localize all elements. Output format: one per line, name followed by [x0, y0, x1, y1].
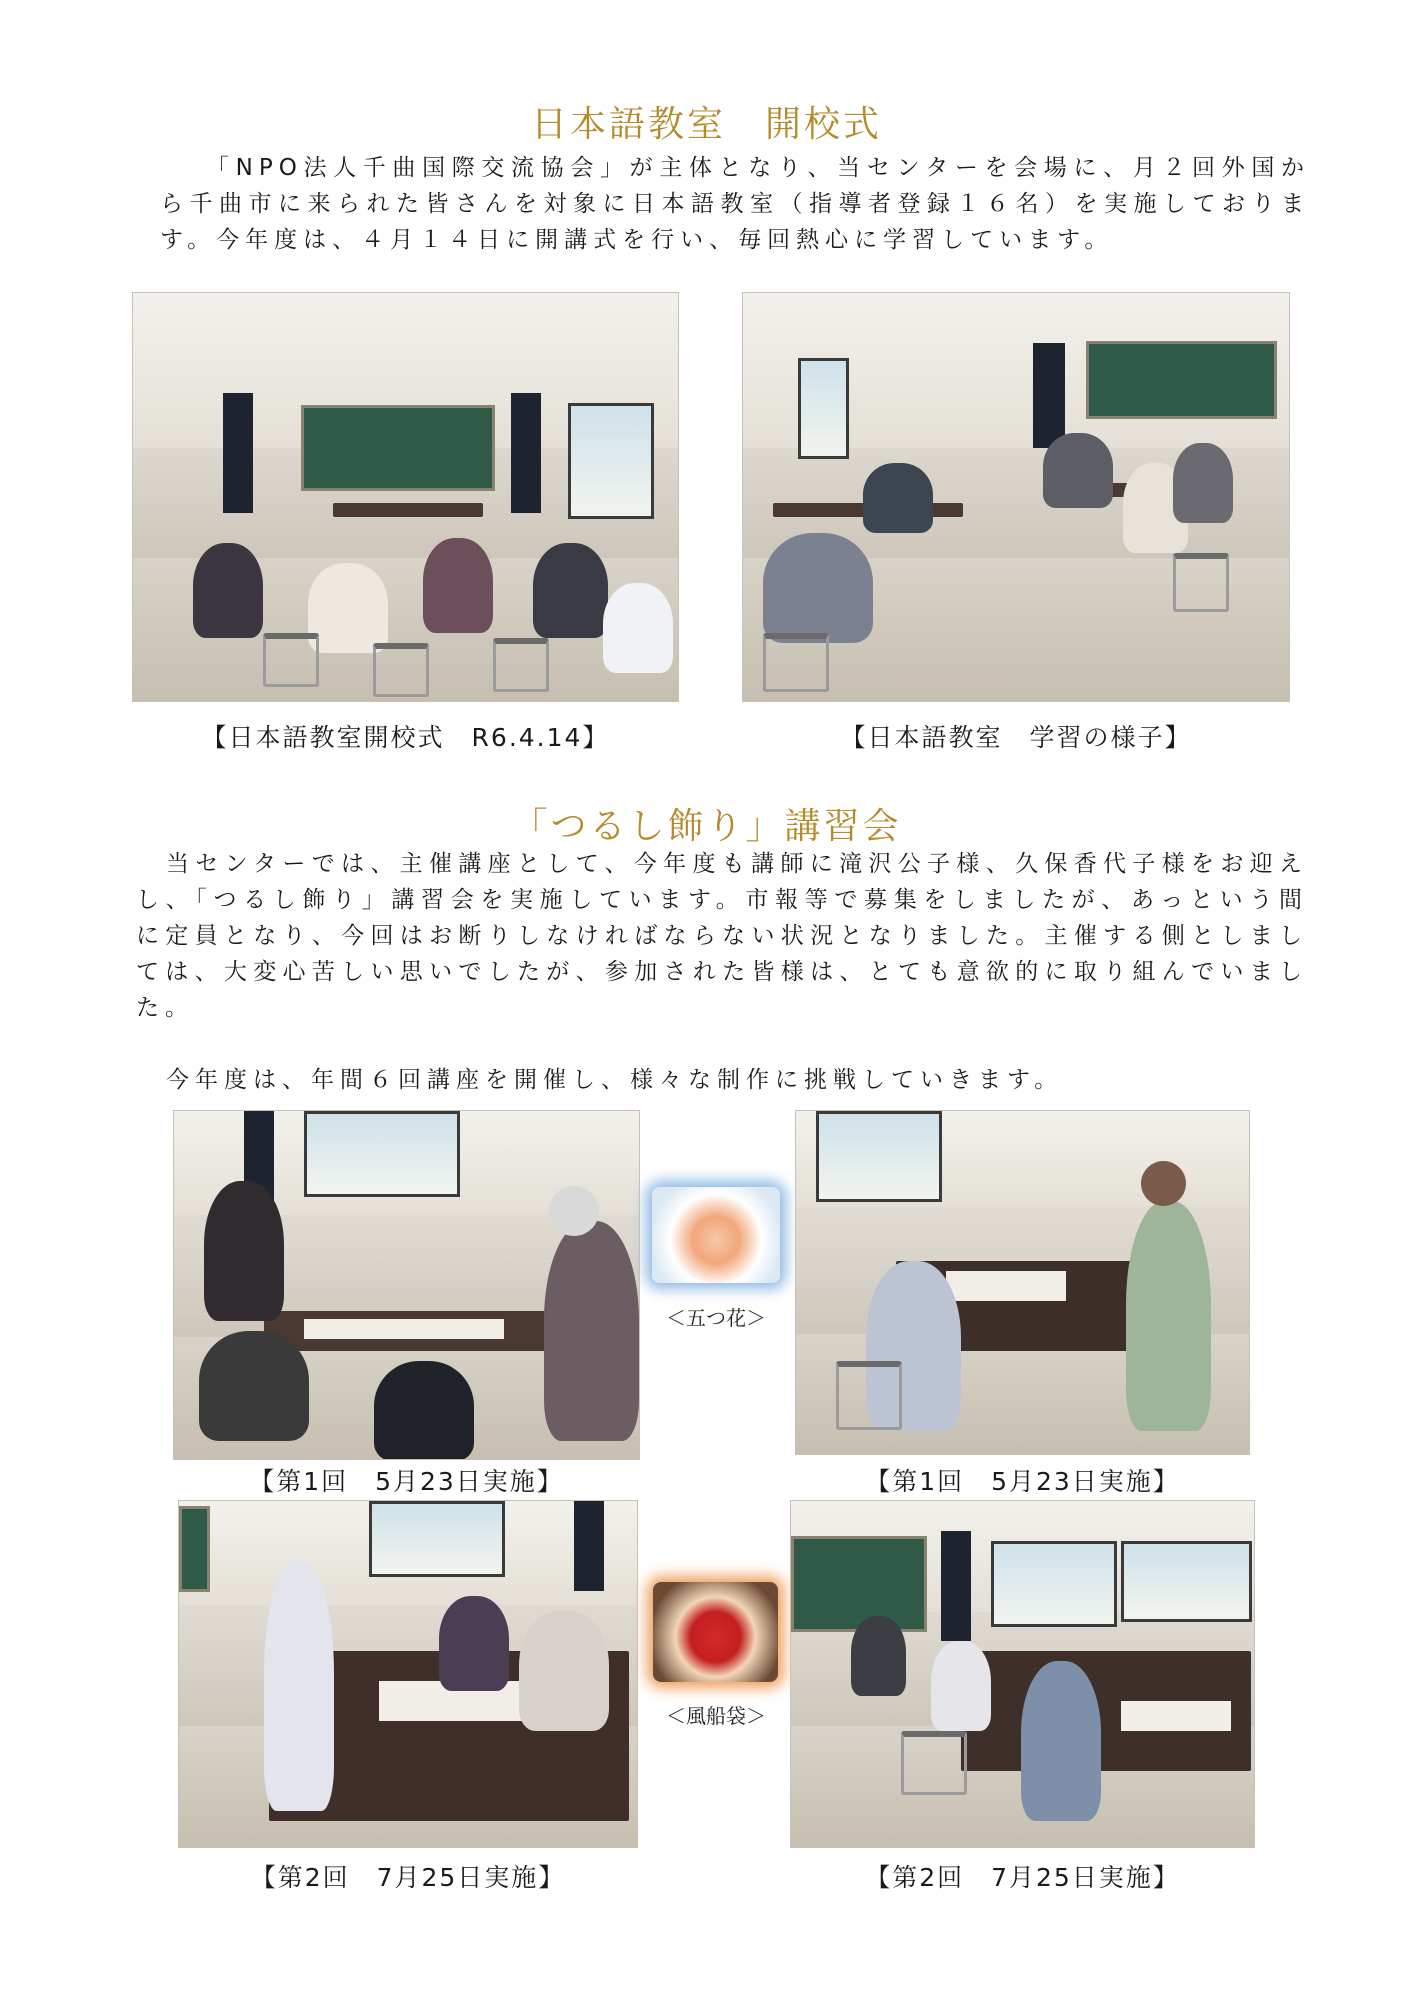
section-title-tsurushi-kazari: 「つるし飾り」講習会: [511, 806, 902, 847]
section-paragraph-annual-plan: 今年度は、年間６回講座を開催し、様々な制作に挑戦していきます。: [166, 1067, 1064, 1093]
photo-workshop-1a: [173, 1110, 640, 1460]
caption-class-session: 【日本語教室 学習の様子】: [840, 723, 1192, 752]
photo-workshop-1b: [795, 1110, 1250, 1455]
caption-workshop-2a: 【第2回 7月25日実施】: [250, 1863, 566, 1892]
photo-workshop-2a: [178, 1500, 638, 1848]
craft-thumb-fusenbukuro: [653, 1582, 778, 1682]
caption-workshop-1b: 【第1回 5月23日実施】: [865, 1467, 1180, 1496]
section-paragraph-japanese-class: 「NPO法人千曲国際交流協会」が主体となり、当センターを会場に、月２回外国から千曲市に来られた皆さんを対象に日本語教室（指導者登録１６名）を実施しております。今年度は、４月１４日に開講式を行い、毎回熱心に学習しています。: [160, 155, 1310, 253]
photo-class-session: [742, 292, 1290, 702]
section-title-japanese-class: 日本語教室 開校式: [530, 104, 882, 145]
photo-opening-ceremony: [132, 292, 679, 702]
craft-label-itsutsubana: ＜五つ花＞: [666, 1306, 766, 1330]
photo-workshop-2b: [790, 1500, 1255, 1848]
caption-opening-ceremony: 【日本語教室開校式 R6.4.14】: [201, 723, 610, 752]
caption-workshop-2b: 【第2回 7月25日実施】: [865, 1863, 1180, 1892]
caption-workshop-1a: 【第1回 5月23日実施】: [249, 1467, 564, 1496]
craft-thumb-itsutsubana: [652, 1187, 780, 1283]
craft-label-fusenbukuro: ＜風船袋＞: [666, 1704, 766, 1728]
section-paragraph-tsurushi-kazari: 当センターでは、主催講座として、今年度も講師に滝沢公子様、久保香代子様をお迎えし、「つるし飾り」講習会を実施しています。市報等で募集をしましたが、あっという間に定員となり、今回はお断りしなければならない状況となりました。主催する側としましては、大変心苦しい思いでしたが、参加された皆様は、とても意欲的に取り組んでいました。: [136, 851, 1308, 1021]
